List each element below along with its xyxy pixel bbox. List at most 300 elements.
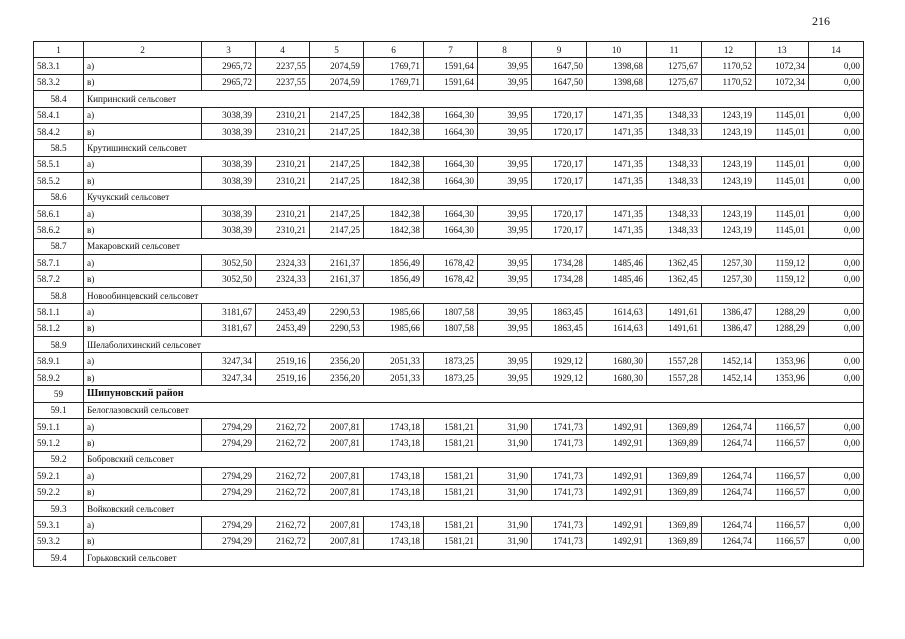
value-cell: 1145,01 [756,173,809,189]
table-row [34,222,864,238]
value-cell: 1348,33 [647,156,702,172]
value-cell: 1664,30 [424,222,478,238]
page-number: 216 [812,14,830,28]
section-code: 59.3 [34,500,84,516]
value-cell: 1741,73 [532,418,587,434]
value-cell: 1647,50 [532,58,587,74]
value-cell: 2324,33 [256,271,310,287]
value-cell: 1166,57 [756,533,809,549]
value-cell: 2310,21 [256,222,310,238]
value-cell: 1170,52 [702,58,756,74]
row-subitem: в) [84,484,202,500]
value-cell: 1471,35 [587,222,647,238]
section-row [34,451,864,467]
value-cell: 1873,25 [424,369,478,385]
value-cell: 1243,19 [702,222,756,238]
value-cell: 2794,29 [202,418,256,434]
section-code: 58.7 [34,238,84,254]
value-cell: 2007,81 [310,435,364,451]
value-cell: 1257,30 [702,255,756,271]
value-cell: 1471,35 [587,205,647,221]
column-number: 3 [202,42,256,58]
value-cell: 1741,73 [532,533,587,549]
row-code: 58.9.1 [34,353,84,369]
value-cell: 31,90 [478,484,532,500]
value-cell: 1398,68 [587,58,647,74]
value-cell: 2310,21 [256,107,310,123]
table-row [34,484,864,500]
value-cell: 1557,28 [647,353,702,369]
value-cell: 39,95 [478,255,532,271]
value-cell: 1985,66 [364,320,424,336]
value-cell: 0,00 [809,353,864,369]
value-cell: 1873,25 [424,353,478,369]
row-code: 58.9.2 [34,369,84,385]
value-cell: 1159,12 [756,271,809,287]
section-row [34,337,864,353]
value-cell: 1452,14 [702,369,756,385]
value-cell: 1398,68 [587,74,647,90]
table-row [34,205,864,221]
value-cell: 1842,38 [364,123,424,139]
value-cell: 2794,29 [202,468,256,484]
value-cell: 1288,29 [756,304,809,320]
value-cell: 0,00 [809,418,864,434]
column-number: 11 [647,42,702,58]
value-cell: 2161,37 [310,271,364,287]
value-cell: 1842,38 [364,156,424,172]
value-cell: 3038,39 [202,205,256,221]
value-cell: 2007,81 [310,517,364,533]
row-subitem: а) [84,353,202,369]
value-cell: 1348,33 [647,107,702,123]
row-subitem: а) [84,205,202,221]
value-cell: 2965,72 [202,58,256,74]
section-code: 59.2 [34,451,84,467]
value-cell: 1680,30 [587,369,647,385]
value-cell: 1664,30 [424,173,478,189]
value-cell: 1166,57 [756,468,809,484]
value-cell: 1720,17 [532,222,587,238]
value-cell: 31,90 [478,533,532,549]
value-cell: 1743,18 [364,484,424,500]
value-cell: 2794,29 [202,517,256,533]
value-cell: 2162,72 [256,418,310,434]
value-cell: 1275,67 [647,74,702,90]
value-cell: 39,95 [478,320,532,336]
value-cell: 1807,58 [424,320,478,336]
section-row [34,287,864,303]
value-cell: 1166,57 [756,484,809,500]
value-cell: 0,00 [809,156,864,172]
value-cell: 1492,91 [587,517,647,533]
section-name: Макаровский сельсовет [84,238,864,254]
value-cell: 1170,52 [702,74,756,90]
value-cell: 1348,33 [647,222,702,238]
value-cell: 1288,29 [756,320,809,336]
value-cell: 2007,81 [310,418,364,434]
value-cell: 39,95 [478,74,532,90]
value-cell: 1492,91 [587,418,647,434]
table-body [34,58,864,566]
row-subitem: в) [84,533,202,549]
value-cell: 1471,35 [587,123,647,139]
value-cell: 1769,71 [364,74,424,90]
value-cell: 2051,33 [364,369,424,385]
row-code: 58.1.1 [34,304,84,320]
value-cell: 1386,47 [702,320,756,336]
table-row [34,517,864,533]
value-cell: 2007,81 [310,468,364,484]
section-name: Кипринский сельсовет [84,91,864,107]
value-cell: 2794,29 [202,435,256,451]
table-row [34,74,864,90]
value-cell: 1842,38 [364,107,424,123]
column-number: 10 [587,42,647,58]
value-cell: 39,95 [478,271,532,287]
value-cell: 2147,25 [310,156,364,172]
value-cell: 2147,25 [310,205,364,221]
value-cell: 39,95 [478,222,532,238]
value-cell: 2794,29 [202,484,256,500]
value-cell: 1492,91 [587,533,647,549]
section-name: Войковский сельсовет [84,500,864,516]
value-cell: 1863,45 [532,304,587,320]
row-subitem: в) [84,320,202,336]
value-cell: 2290,53 [310,320,364,336]
column-number: 9 [532,42,587,58]
column-number: 1 [34,42,84,58]
row-subitem: а) [84,255,202,271]
value-cell: 1720,17 [532,205,587,221]
value-cell: 39,95 [478,205,532,221]
value-cell: 1741,73 [532,468,587,484]
value-cell: 1275,67 [647,58,702,74]
value-cell: 3181,67 [202,320,256,336]
value-cell: 1264,74 [702,484,756,500]
value-cell: 0,00 [809,320,864,336]
value-cell: 31,90 [478,418,532,434]
column-number-row [34,42,864,58]
value-cell: 3247,34 [202,369,256,385]
section-code: 58.8 [34,287,84,303]
value-cell: 2965,72 [202,74,256,90]
value-cell: 1807,58 [424,304,478,320]
value-cell: 3181,67 [202,304,256,320]
row-subitem: в) [84,369,202,385]
section-name: Крутишинский сельсовет [84,140,864,156]
value-cell: 1678,42 [424,271,478,287]
value-cell: 1720,17 [532,173,587,189]
value-cell: 1734,28 [532,271,587,287]
value-cell: 2147,25 [310,173,364,189]
value-cell: 1614,63 [587,304,647,320]
value-cell: 1581,21 [424,435,478,451]
row-code: 58.5.2 [34,173,84,189]
value-cell: 1166,57 [756,418,809,434]
value-cell: 39,95 [478,107,532,123]
value-cell: 1264,74 [702,418,756,434]
column-number: 5 [310,42,364,58]
value-cell: 1591,64 [424,58,478,74]
value-cell: 2162,72 [256,468,310,484]
table-row [34,369,864,385]
row-code: 59.3.1 [34,517,84,533]
value-cell: 1557,28 [647,369,702,385]
value-cell: 2310,21 [256,156,310,172]
district-row [34,386,864,402]
table-row [34,304,864,320]
value-cell: 1369,89 [647,517,702,533]
value-cell: 1491,61 [647,320,702,336]
value-cell: 39,95 [478,156,532,172]
value-cell: 1362,45 [647,255,702,271]
value-cell: 39,95 [478,304,532,320]
value-cell: 3052,50 [202,255,256,271]
column-number: 7 [424,42,478,58]
section-code: 59.4 [34,550,84,566]
value-cell: 1741,73 [532,484,587,500]
value-cell: 1842,38 [364,205,424,221]
value-cell: 1348,33 [647,173,702,189]
value-cell: 1369,89 [647,533,702,549]
value-cell: 2074,59 [310,74,364,90]
value-cell: 1485,46 [587,271,647,287]
value-cell: 1743,18 [364,533,424,549]
column-number: 14 [809,42,864,58]
value-cell: 1492,91 [587,484,647,500]
value-cell: 0,00 [809,123,864,139]
value-cell: 1734,28 [532,255,587,271]
section-row [34,402,864,418]
value-cell: 0,00 [809,205,864,221]
row-subitem: в) [84,74,202,90]
value-cell: 39,95 [478,353,532,369]
value-cell: 1678,42 [424,255,478,271]
value-cell: 39,95 [478,369,532,385]
value-cell: 1369,89 [647,418,702,434]
value-cell: 1743,18 [364,435,424,451]
section-name: Кучукский сельсовет [84,189,864,205]
value-cell: 1743,18 [364,517,424,533]
value-cell: 1257,30 [702,271,756,287]
value-cell: 0,00 [809,468,864,484]
value-cell: 3038,39 [202,222,256,238]
value-cell: 1581,21 [424,533,478,549]
table-row [34,156,864,172]
value-cell: 1264,74 [702,533,756,549]
value-cell: 2161,37 [310,255,364,271]
value-cell: 1243,19 [702,205,756,221]
value-cell: 2310,21 [256,205,310,221]
value-cell: 1491,61 [647,304,702,320]
row-code: 58.1.2 [34,320,84,336]
value-cell: 1166,57 [756,517,809,533]
value-cell: 0,00 [809,435,864,451]
value-cell: 1452,14 [702,353,756,369]
value-cell: 1769,71 [364,58,424,74]
value-cell: 3052,50 [202,271,256,287]
row-subitem: в) [84,173,202,189]
value-cell: 2147,25 [310,107,364,123]
value-cell: 2356,20 [310,353,364,369]
table-row [34,107,864,123]
value-cell: 0,00 [809,304,864,320]
value-cell: 1842,38 [364,173,424,189]
value-cell: 0,00 [809,173,864,189]
value-cell: 1145,01 [756,156,809,172]
value-cell: 1614,63 [587,320,647,336]
table-row [34,435,864,451]
section-row [34,550,864,566]
row-subitem: а) [84,468,202,484]
value-cell: 3038,39 [202,156,256,172]
value-cell: 1264,74 [702,435,756,451]
value-cell: 1664,30 [424,107,478,123]
value-cell: 0,00 [809,533,864,549]
value-cell: 31,90 [478,468,532,484]
value-cell: 1145,01 [756,107,809,123]
table-row [34,468,864,484]
value-cell: 2519,16 [256,353,310,369]
value-cell: 1166,57 [756,435,809,451]
table-row [34,271,864,287]
value-cell: 1720,17 [532,123,587,139]
value-cell: 1929,12 [532,353,587,369]
value-cell: 0,00 [809,222,864,238]
district-code: 59 [34,386,84,402]
value-cell: 1362,45 [647,271,702,287]
value-cell: 1581,21 [424,418,478,434]
row-code: 58.6.2 [34,222,84,238]
tariff-table [33,41,864,567]
value-cell: 1264,74 [702,468,756,484]
row-code: 59.3.2 [34,533,84,549]
table-row [34,418,864,434]
value-cell: 3038,39 [202,173,256,189]
section-row [34,189,864,205]
table-row [34,255,864,271]
value-cell: 2453,49 [256,304,310,320]
district-name: Шипуновский район [84,386,864,402]
value-cell: 1145,01 [756,205,809,221]
value-cell: 0,00 [809,74,864,90]
value-cell: 3247,34 [202,353,256,369]
row-subitem: в) [84,123,202,139]
column-number: 12 [702,42,756,58]
value-cell: 2310,21 [256,173,310,189]
table-row [34,533,864,549]
section-code: 58.6 [34,189,84,205]
value-cell: 31,90 [478,517,532,533]
value-cell: 1348,33 [647,205,702,221]
value-cell: 1471,35 [587,107,647,123]
section-name: Шелаболихинский сельсовет [84,337,864,353]
section-row [34,500,864,516]
value-cell: 1492,91 [587,468,647,484]
value-cell: 1145,01 [756,222,809,238]
row-subitem: в) [84,271,202,287]
value-cell: 1720,17 [532,156,587,172]
value-cell: 1243,19 [702,156,756,172]
value-cell: 2147,25 [310,222,364,238]
row-code: 58.4.1 [34,107,84,123]
column-number: 2 [84,42,202,58]
value-cell: 1243,19 [702,107,756,123]
table-row [34,320,864,336]
value-cell: 1863,45 [532,320,587,336]
value-cell: 1680,30 [587,353,647,369]
row-subitem: в) [84,435,202,451]
row-code: 58.5.1 [34,156,84,172]
value-cell: 2310,21 [256,123,310,139]
row-code: 58.6.1 [34,205,84,221]
value-cell: 1720,17 [532,107,587,123]
row-code: 59.2.1 [34,468,84,484]
value-cell: 1471,35 [587,156,647,172]
row-code: 59.1.1 [34,418,84,434]
value-cell: 2051,33 [364,353,424,369]
value-cell: 1386,47 [702,304,756,320]
value-cell: 1243,19 [702,123,756,139]
value-cell: 1159,12 [756,255,809,271]
section-code: 58.4 [34,91,84,107]
table-row [34,123,864,139]
row-code: 58.4.2 [34,123,84,139]
value-cell: 0,00 [809,517,864,533]
value-cell: 2290,53 [310,304,364,320]
row-subitem: а) [84,58,202,74]
value-cell: 1353,96 [756,369,809,385]
value-cell: 1348,33 [647,123,702,139]
row-code: 58.3.2 [34,74,84,90]
section-code: 58.9 [34,337,84,353]
value-cell: 3038,39 [202,107,256,123]
value-cell: 39,95 [478,58,532,74]
value-cell: 1369,89 [647,468,702,484]
section-name: Новообинцевский сельсовет [84,287,864,303]
value-cell: 1353,96 [756,353,809,369]
value-cell: 2519,16 [256,369,310,385]
value-cell: 1741,73 [532,435,587,451]
value-cell: 1842,38 [364,222,424,238]
value-cell: 1929,12 [532,369,587,385]
table-row [34,58,864,74]
value-cell: 1072,34 [756,74,809,90]
value-cell: 1243,19 [702,173,756,189]
value-cell: 1664,30 [424,205,478,221]
value-cell: 2007,81 [310,484,364,500]
value-cell: 2007,81 [310,533,364,549]
row-subitem: а) [84,107,202,123]
value-cell: 0,00 [809,271,864,287]
section-name: Горьковский сельсовет [84,550,864,566]
value-cell: 1072,34 [756,58,809,74]
value-cell: 1856,49 [364,271,424,287]
section-code: 58.5 [34,140,84,156]
value-cell: 1985,66 [364,304,424,320]
value-cell: 2237,55 [256,74,310,90]
row-subitem: а) [84,156,202,172]
value-cell: 1369,89 [647,484,702,500]
value-cell: 1741,73 [532,517,587,533]
value-cell: 1264,74 [702,517,756,533]
value-cell: 2453,49 [256,320,310,336]
table-row [34,353,864,369]
section-row [34,140,864,156]
value-cell: 1591,64 [424,74,478,90]
value-cell: 2324,33 [256,255,310,271]
